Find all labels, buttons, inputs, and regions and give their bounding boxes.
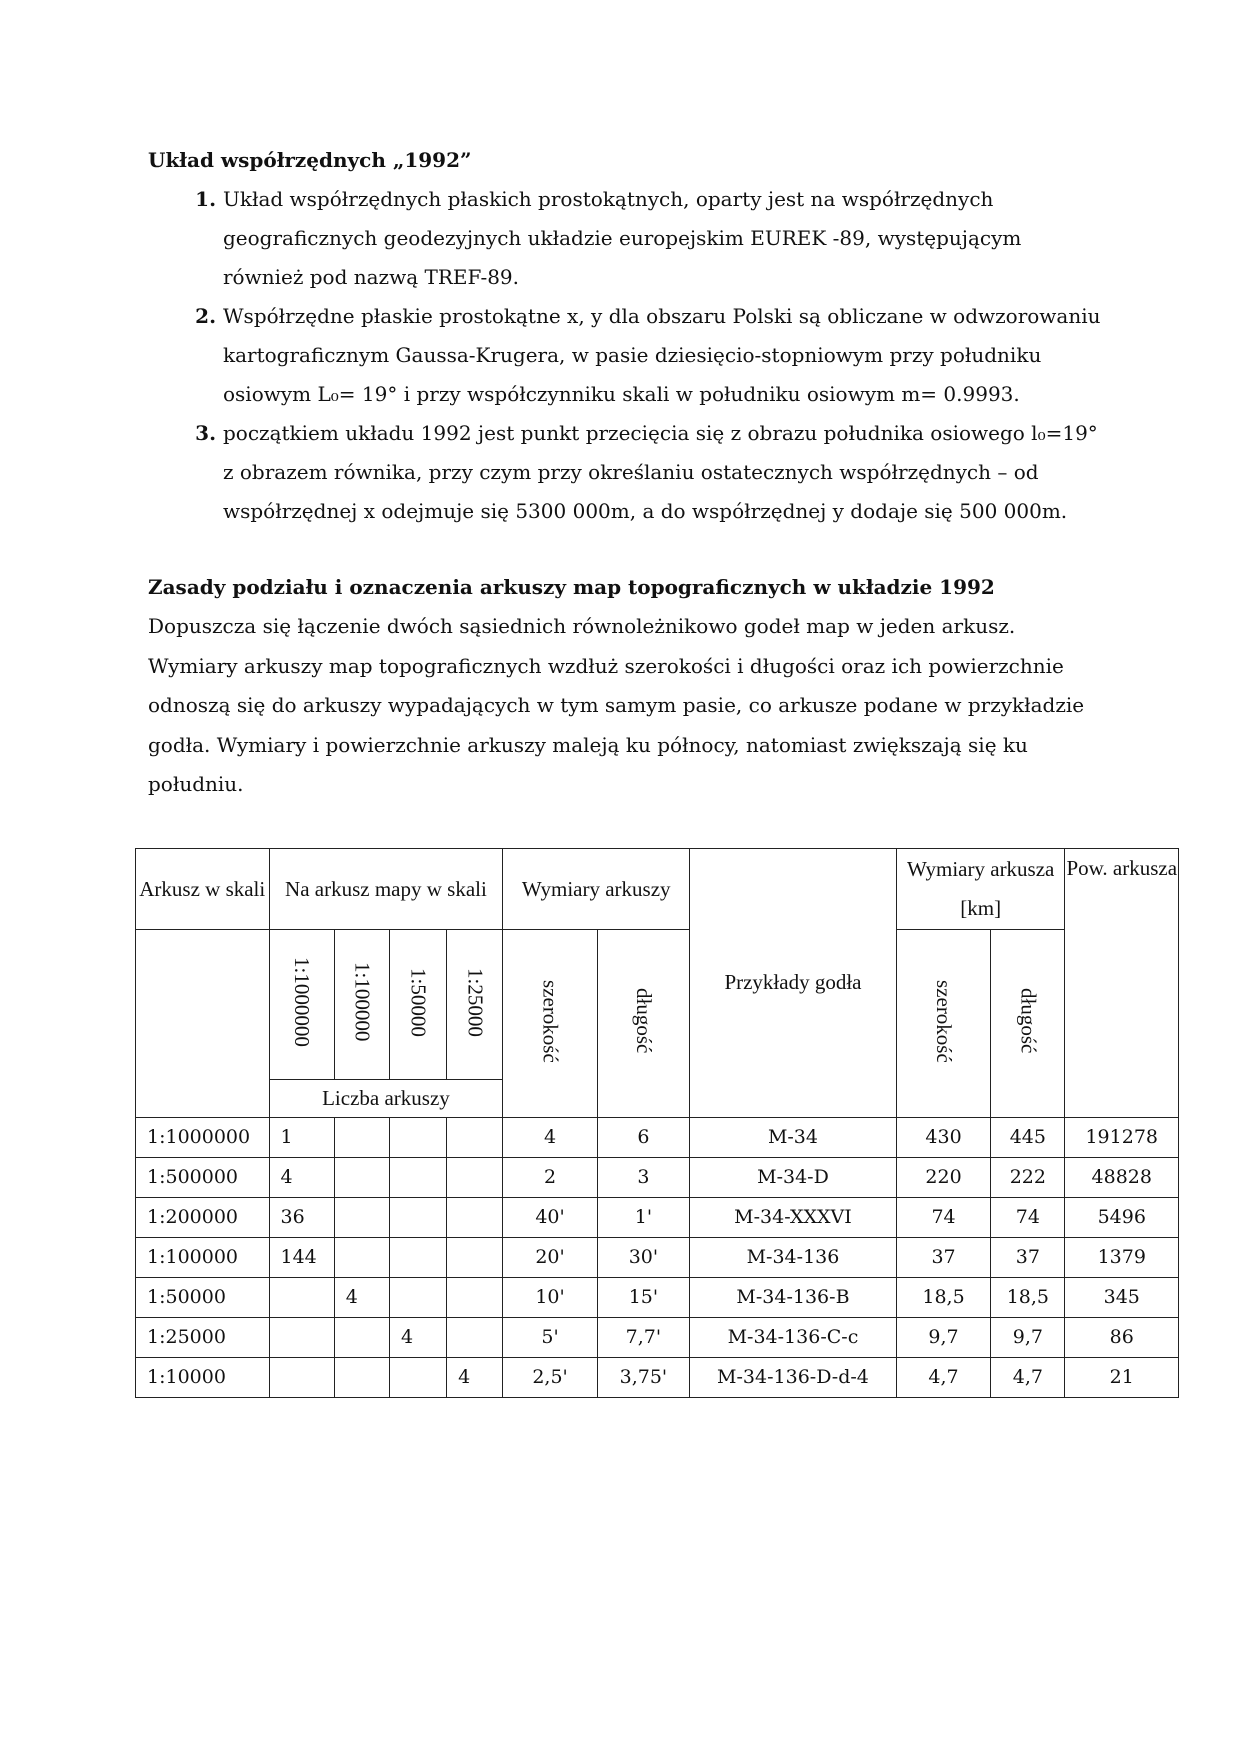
table-row	[136, 1237, 1179, 1277]
table-cell-c1: 4	[269, 1157, 334, 1197]
table-cell-c4	[447, 1197, 503, 1237]
table-cell-pow: 1379	[1065, 1237, 1179, 1277]
table-cell-szer: 20'	[503, 1237, 597, 1277]
table-cell-godlo: M-34	[690, 1117, 897, 1157]
table-cell-szer: 5'	[503, 1317, 597, 1357]
scale-label: 1:100000	[350, 962, 375, 1042]
table-cell-godlo: M-34-136-D-d-4	[690, 1357, 897, 1397]
table-cell-scale: 1:1000000	[136, 1117, 270, 1157]
header-empty	[136, 930, 270, 1118]
table-cell-c1	[269, 1357, 334, 1397]
header-scale-1	[269, 930, 334, 1080]
table-cell-dl-km: 222	[991, 1157, 1065, 1197]
szerokosc-label: szerokość	[538, 979, 563, 1063]
table-cell-c3	[389, 1197, 446, 1237]
header-wymiary-km: Wymiary arkusza [km]	[896, 849, 1065, 930]
header-na-arkusz: Na arkusz mapy w skali	[269, 849, 503, 930]
table-row	[136, 1317, 1179, 1357]
scale-label: 1:50000	[406, 967, 431, 1037]
list-item	[223, 414, 1108, 531]
table-cell-szer: 40'	[503, 1197, 597, 1237]
table-cell-c2	[334, 1197, 389, 1237]
table-cell-szer-km: 220	[896, 1157, 990, 1197]
table-cell-c2	[334, 1157, 389, 1197]
table-row	[136, 1277, 1179, 1317]
header-przyklady: Przykłady godła	[690, 849, 897, 1118]
list-item	[223, 297, 1108, 414]
table-cell-scale: 1:500000	[136, 1157, 270, 1197]
list-item	[223, 180, 1108, 297]
table-cell-c2	[334, 1237, 389, 1277]
table-cell-c1: 1	[269, 1117, 334, 1157]
table-cell-c4: 4	[447, 1357, 503, 1397]
table-cell-dl: 30'	[597, 1237, 689, 1277]
table-cell-c3	[389, 1357, 446, 1397]
table-cell-szer-km: 18,5	[896, 1277, 990, 1317]
table-cell-godlo: M-34-D	[690, 1157, 897, 1197]
list-item-text: 1. Układ współrzędnych płaskich prostokątnych, oparty jest na współrzędnych geograficznych geodezyjnych układzie europejskim EUREK -89, występującym również pod nazwą TREF-89.	[223, 187, 1022, 289]
table-cell-pow: 345	[1065, 1277, 1179, 1317]
table-cell-szer-km: 37	[896, 1237, 990, 1277]
document-content	[148, 140, 1108, 805]
header-scale-4	[447, 930, 503, 1080]
header-arkusz: Arkusz w skali	[136, 849, 270, 930]
list-item-text: 2. Współrzędne płaskie prostokątne x, y dla obszaru Polski są obliczane w odwzorowaniu kartograficznym Gaussa-Krugera, w pasie dziesięcio-stopniowym przy południku osiowym L₀= 19° i przy współczynniku skali w południku osiowym m= 0.9993.	[223, 304, 1101, 406]
table-cell-scale: 1:10000	[136, 1357, 270, 1397]
table-cell-szer: 4	[503, 1117, 597, 1157]
header-dlugosc-km	[991, 930, 1065, 1118]
table-cell-szer-km: 74	[896, 1197, 990, 1237]
header-szerokosc	[503, 930, 597, 1118]
header-wymiary: Wymiary arkuszy	[503, 849, 690, 930]
table-cell-dl-km: 4,7	[991, 1357, 1065, 1397]
table-cell-dl-km: 9,7	[991, 1317, 1065, 1357]
table-cell-szer-km: 430	[896, 1117, 990, 1157]
table-cell-c3	[389, 1157, 446, 1197]
table-cell-godlo: M-34-XXXVI	[690, 1197, 897, 1237]
table-row	[136, 1157, 1179, 1197]
section2-title: Zasady podziału i oznaczenia arkuszy map topograficznych w układzie 1992	[148, 575, 995, 599]
table-cell-godlo: M-34-136-B	[690, 1277, 897, 1317]
table-cell-dl-km: 445	[991, 1117, 1065, 1157]
table-cell-c1: 36	[269, 1197, 334, 1237]
table-cell-c3	[389, 1237, 446, 1277]
szerokosc-km-label: szerokość	[932, 979, 957, 1063]
table-cell-c4	[447, 1117, 503, 1157]
table-cell-c1: 144	[269, 1237, 334, 1277]
table-cell-scale: 1:200000	[136, 1197, 270, 1237]
table-cell-szer: 2,5'	[503, 1357, 597, 1397]
section2	[148, 567, 1108, 805]
header-szerokosc-km	[896, 930, 990, 1118]
table-row	[136, 1117, 1179, 1157]
table-cell-c2	[334, 1357, 389, 1397]
table-cell-pow: 48828	[1065, 1157, 1179, 1197]
table-cell-c3	[389, 1117, 446, 1157]
table-cell-dl-km: 18,5	[991, 1277, 1065, 1317]
header-scale-3	[389, 930, 446, 1080]
list-item-text: 3. początkiem układu 1992 jest punkt przecięcia się z obrazu południka osiowego l₀=19° z obrazem równika, przy czym przy określaniu ostatecznych współrzędnych – od współrzędnej x odejmuje się 5300 000m, a do współrzędnej y dodaje się 500 000m.	[223, 421, 1098, 523]
table-cell-dl: 6	[597, 1117, 689, 1157]
table-cell-c4	[447, 1317, 503, 1357]
table-cell-dl: 3,75'	[597, 1357, 689, 1397]
dlugosc-km-label: długość	[1016, 988, 1041, 1054]
table-cell-scale: 1:50000	[136, 1277, 270, 1317]
table-cell-pow: 5496	[1065, 1197, 1179, 1237]
map-sheets-table	[135, 848, 1179, 1398]
table-cell-godlo: M-34-136	[690, 1237, 897, 1277]
table-row	[136, 1197, 1179, 1237]
coordinate-system-list	[148, 180, 1108, 531]
table-cell-c2: 4	[334, 1277, 389, 1317]
section2-paragraph: Dopuszcza się łączenie dwóch sąsiednich równoleżnikowo godeł map w jeden arkusz. Wymiary arkuszy map topograficznych wzdłuż szerokości i długości oraz ich powierzchnie odnoszą się do arkuszy wypadających w tym samym pasie, co arkusze podane w przykładzie godła. Wymiary i powierzchnie arkuszy maleją ku północy, natomiast zwiększają się ku południu.	[148, 614, 1085, 796]
table-cell-pow: 191278	[1065, 1117, 1179, 1157]
table-cell-pow: 86	[1065, 1317, 1179, 1357]
table-cell-c3: 4	[389, 1317, 446, 1357]
table-cell-c4	[447, 1277, 503, 1317]
table-cell-szer-km: 4,7	[896, 1357, 990, 1397]
header-scale-2	[334, 930, 389, 1080]
table-cell-dl: 7,7'	[597, 1317, 689, 1357]
table-cell-dl: 1'	[597, 1197, 689, 1237]
table-cell-godlo: M-34-136-C-c	[690, 1317, 897, 1357]
table-cell-c1	[269, 1277, 334, 1317]
table-cell-c2	[334, 1117, 389, 1157]
table-cell-c4	[447, 1237, 503, 1277]
table-cell-dl-km: 37	[991, 1237, 1065, 1277]
table-cell-c4	[447, 1157, 503, 1197]
header-dlugosc	[597, 930, 689, 1118]
table-cell-dl: 15'	[597, 1277, 689, 1317]
section1-title: Układ współrzędnych „1992”	[148, 148, 472, 172]
table-row	[136, 1357, 1179, 1397]
table-cell-pow: 21	[1065, 1357, 1179, 1397]
table-cell-dl: 3	[597, 1157, 689, 1197]
dlugosc-label: długość	[631, 988, 656, 1054]
table-cell-c1	[269, 1317, 334, 1357]
table-cell-scale: 1:25000	[136, 1317, 270, 1357]
header-pow: Pow. arkusza	[1065, 849, 1179, 1118]
table-cell-c3	[389, 1277, 446, 1317]
header-liczba: Liczba arkuszy	[269, 1079, 503, 1117]
table-cell-szer: 2	[503, 1157, 597, 1197]
table-cell-szer: 10'	[503, 1277, 597, 1317]
table-cell-dl-km: 74	[991, 1197, 1065, 1237]
table-cell-szer-km: 9,7	[896, 1317, 990, 1357]
scale-label: 1:1000000	[290, 957, 315, 1047]
table-cell-scale: 1:100000	[136, 1237, 270, 1277]
scale-label: 1:25000	[463, 967, 488, 1037]
table-cell-c2	[334, 1317, 389, 1357]
